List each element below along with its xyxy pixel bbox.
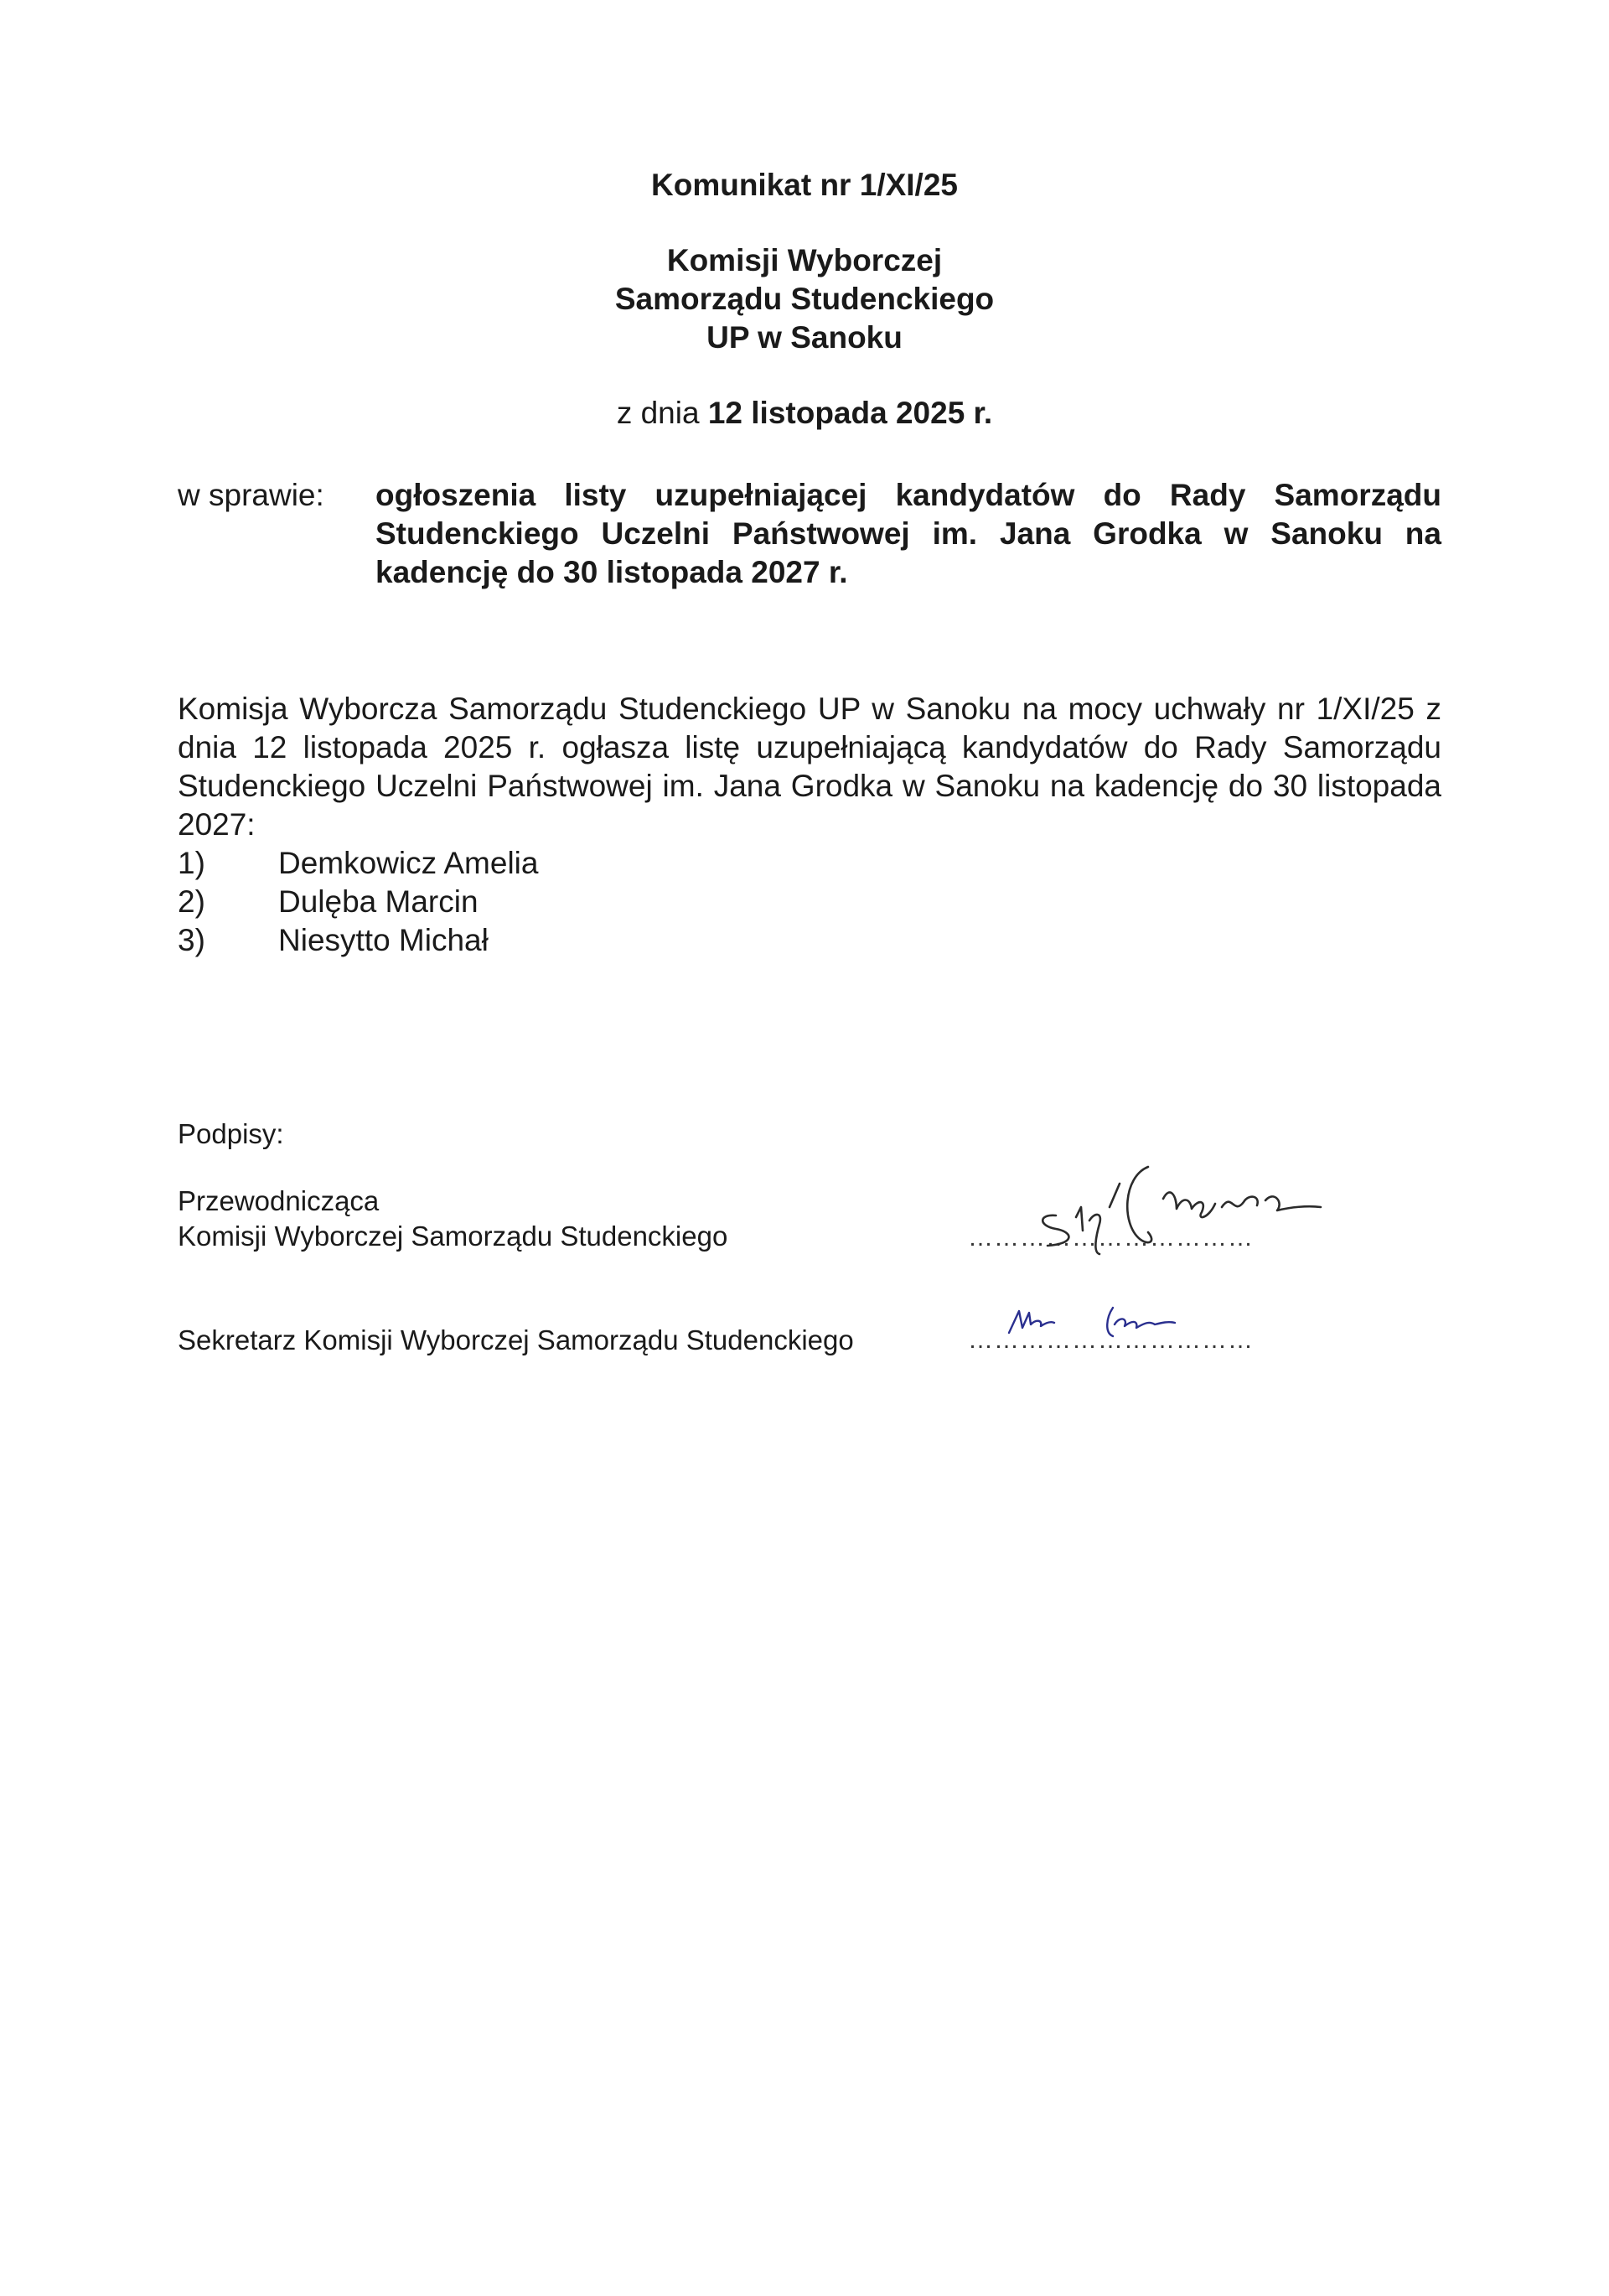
secretary-signature: [1002, 1299, 1237, 1350]
org-line-1: Komisji Wyborczej: [666, 243, 943, 277]
chair-title-line-2: Komisji Wyborczej Samorządu Studenckiego: [178, 1221, 728, 1252]
list-item: [178, 883, 1441, 921]
chair-signature-line: ……………………………: [968, 1224, 1254, 1252]
list-item-name: Niesytto Michał: [278, 923, 489, 957]
date-prefix: z dnia: [616, 396, 708, 430]
chair-title-line-1: Przewodnicząca: [178, 1185, 380, 1216]
org-line-3: UP w Sanoku: [706, 320, 903, 355]
list-item-number: 2): [178, 884, 205, 919]
subject-label: w sprawie:: [178, 478, 324, 512]
date-value: 12 listopada 2025 r.: [707, 396, 993, 430]
list-item-number: 3): [178, 923, 205, 957]
list-item: [178, 921, 1441, 960]
list-item-name: Dulęba Marcin: [278, 884, 479, 919]
secretary-title: Sekretarz Komisji Wyborczej Samorządu Studenckiego: [178, 1324, 854, 1355]
body-block: [178, 690, 1441, 960]
list-item-number: 1): [178, 846, 205, 880]
signatures-heading: Podpisy:: [178, 1118, 284, 1149]
secretary-signature-line: ……………………………: [968, 1326, 1254, 1354]
list-item: [178, 844, 1441, 883]
document-header: [0, 166, 1609, 433]
list-item-name: Demkowicz Amelia: [278, 846, 539, 880]
subject-block: [178, 476, 1441, 592]
subject-text: ogłoszenia listy uzupełniającej kandydatów do Rady Samorządu Studenckiego Uczelni Państwowej im. Jana Grodka w Sanoku na kadencję do 30 listopada 2027 r.: [375, 478, 1441, 589]
candidate-list: [178, 844, 1441, 960]
chair-signature: [1022, 1148, 1425, 1257]
chair-title: [178, 1184, 727, 1254]
org-line-2: Samorządu Studenckiego: [614, 282, 995, 316]
document-date: [0, 394, 1609, 433]
body-paragraph: Komisja Wyborcza Samorządu Studenckiego UP w Sanoku na mocy uchwały nr 1/XI/25 z dnia 12 listopada 2025 r. ogłasza listę uzupełniającą kandydatów do Rady Samorządu Studenckiego Uczelni Państwowej im. Jana Grodka w Sanoku na kadencję do 30 listopada 2027:: [178, 692, 1441, 842]
document-title: Komunikat nr 1/XI/25: [651, 168, 958, 202]
